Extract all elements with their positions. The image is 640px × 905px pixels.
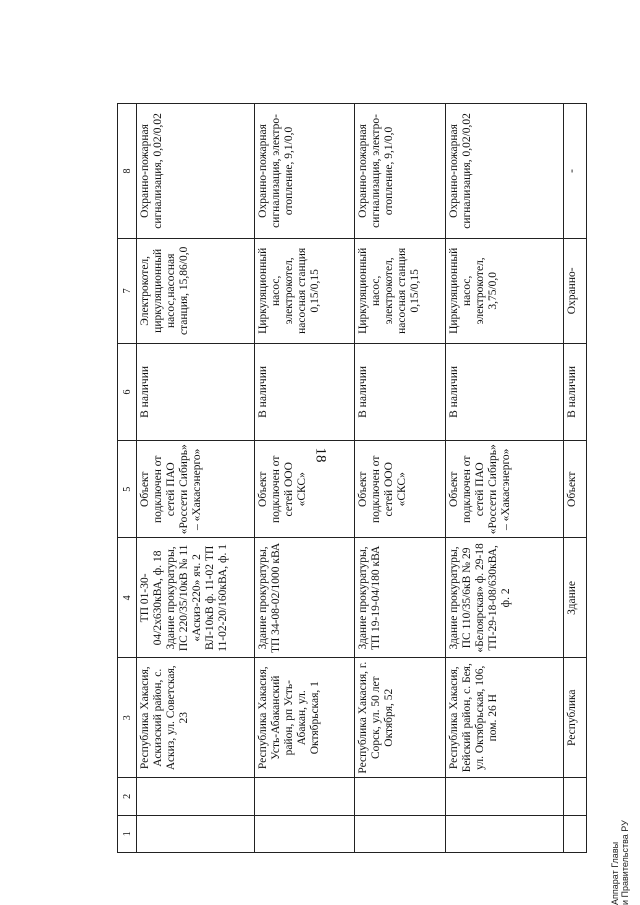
cell-name [137,778,255,815]
cell-security: - [564,104,587,239]
header-row [118,104,137,853]
cell-building: Здание прокуратуры, ПС 110/35/6кВ № 29 «Белоярская» ф. 29-18 ТП-29-18-08/630кВА, ф. 2 [446,538,564,658]
cell-equipment: Циркуляционный насос, электрокотел, 3,75/0,0 [446,238,564,343]
cell-availability: В наличии [446,343,564,440]
cell-address: Республика Хакасия, Усть-Абаканский район, рп Усть-Абакан, ул. Октябрьская, 1 [255,658,355,778]
table-row [446,104,564,853]
header-cell: 4 [118,538,137,658]
cell-name [446,778,564,815]
stamp-line: и Правительства РУ [620,820,630,905]
cell-building: ТП 01-30-04/2х630кВА, ф. 18 Здание прокуратуры, ПС 220/35/10кВ № 11 «Аскиз-220» яч. 2 ВЛ-10кВ ф. 11-02 ТП 11-02-20/160кВА, ф. 1 [137,538,255,658]
cell-number [137,815,255,852]
cell-address: Республика [564,658,587,778]
table-row [355,104,446,853]
cell-availability: В наличии [355,343,446,440]
cell-connection: Объект подключен от сетей ООО «СКС» [355,441,446,538]
cell-name [255,778,355,815]
cell-address: Республика Хакасия, г. Сорск, ул. 50 лет Октября, 52 [355,658,446,778]
header-cell: 2 [118,778,137,815]
rotated-table-container [117,103,587,853]
cell-address: Республика Хакасия, Бейский район, с. Бея, ул. Октябрьская, 106, пом. 26 Н [446,658,564,778]
cell-equipment: Циркуляционный насос, электрокотел, насосная станция 0,15/0,15 [355,238,446,343]
cell-number [355,815,446,852]
stamp-line: Аппарат Главы [610,841,620,905]
cell-name [355,778,446,815]
cell-building: Здание прокуратуры, ТП 19-19-04/180 кВА [355,538,446,658]
table-row [564,104,587,853]
cell-connection: Объект подключен от сетей ПАО «Россети Сибирь» – «Хакасэнерго» [446,441,564,538]
cell-building: Здание [564,538,587,658]
cell-number [446,815,564,852]
cell-connection: Объект [564,441,587,538]
cell-availability: В наличии [255,343,355,440]
header-cell: 8 [118,104,137,239]
cell-equipment: Циркуляционный насос, электрокотел, насосная станция 0,15/0,15 [255,238,355,343]
agency-stamp [610,820,630,905]
cell-name [564,778,587,815]
cell-number [564,815,587,852]
table-row [137,104,255,853]
infrastructure-table [117,103,587,853]
page-number: 18 [312,447,329,463]
cell-building: Здание прокуратуры, ТП 34-08-02/1000 кВА [255,538,355,658]
cell-connection: Объект подключен от сетей ООО «СКС» [255,441,355,538]
table-row [255,104,355,853]
header-cell: 1 [118,815,137,852]
cell-security: Охранно-пожарная сигнализация, электро-отопление, 9,1/0,0 [355,104,446,239]
cell-equipment: Электрокотел, циркуляционный насос,насосная станция, 15,86/0,0 [137,238,255,343]
cell-security: Охранно-пожарная сигнализация, 0,02/0,02 [137,104,255,239]
cell-connection: Объект подключен от сетей ПАО «Россети Сибирь» – «Хакасэнерго» [137,441,255,538]
header-cell: 7 [118,238,137,343]
cell-availability: В наличии [137,343,255,440]
cell-security: Охранно-пожарная сигнализация, электро-отопление, 9,1/0,0 [255,104,355,239]
header-cell: 6 [118,343,137,440]
cell-availability: В наличии [564,343,587,440]
header-cell: 3 [118,658,137,778]
cell-address: Республика Хакасия, Аскизский район, с. Аскиз, ул. Советская, 23 [137,658,255,778]
cell-equipment: Охранно- [564,238,587,343]
header-cell: 5 [118,441,137,538]
cell-number [255,815,355,852]
cell-security: Охранно-пожарная сигнализация, 0,02/0,02 [446,104,564,239]
